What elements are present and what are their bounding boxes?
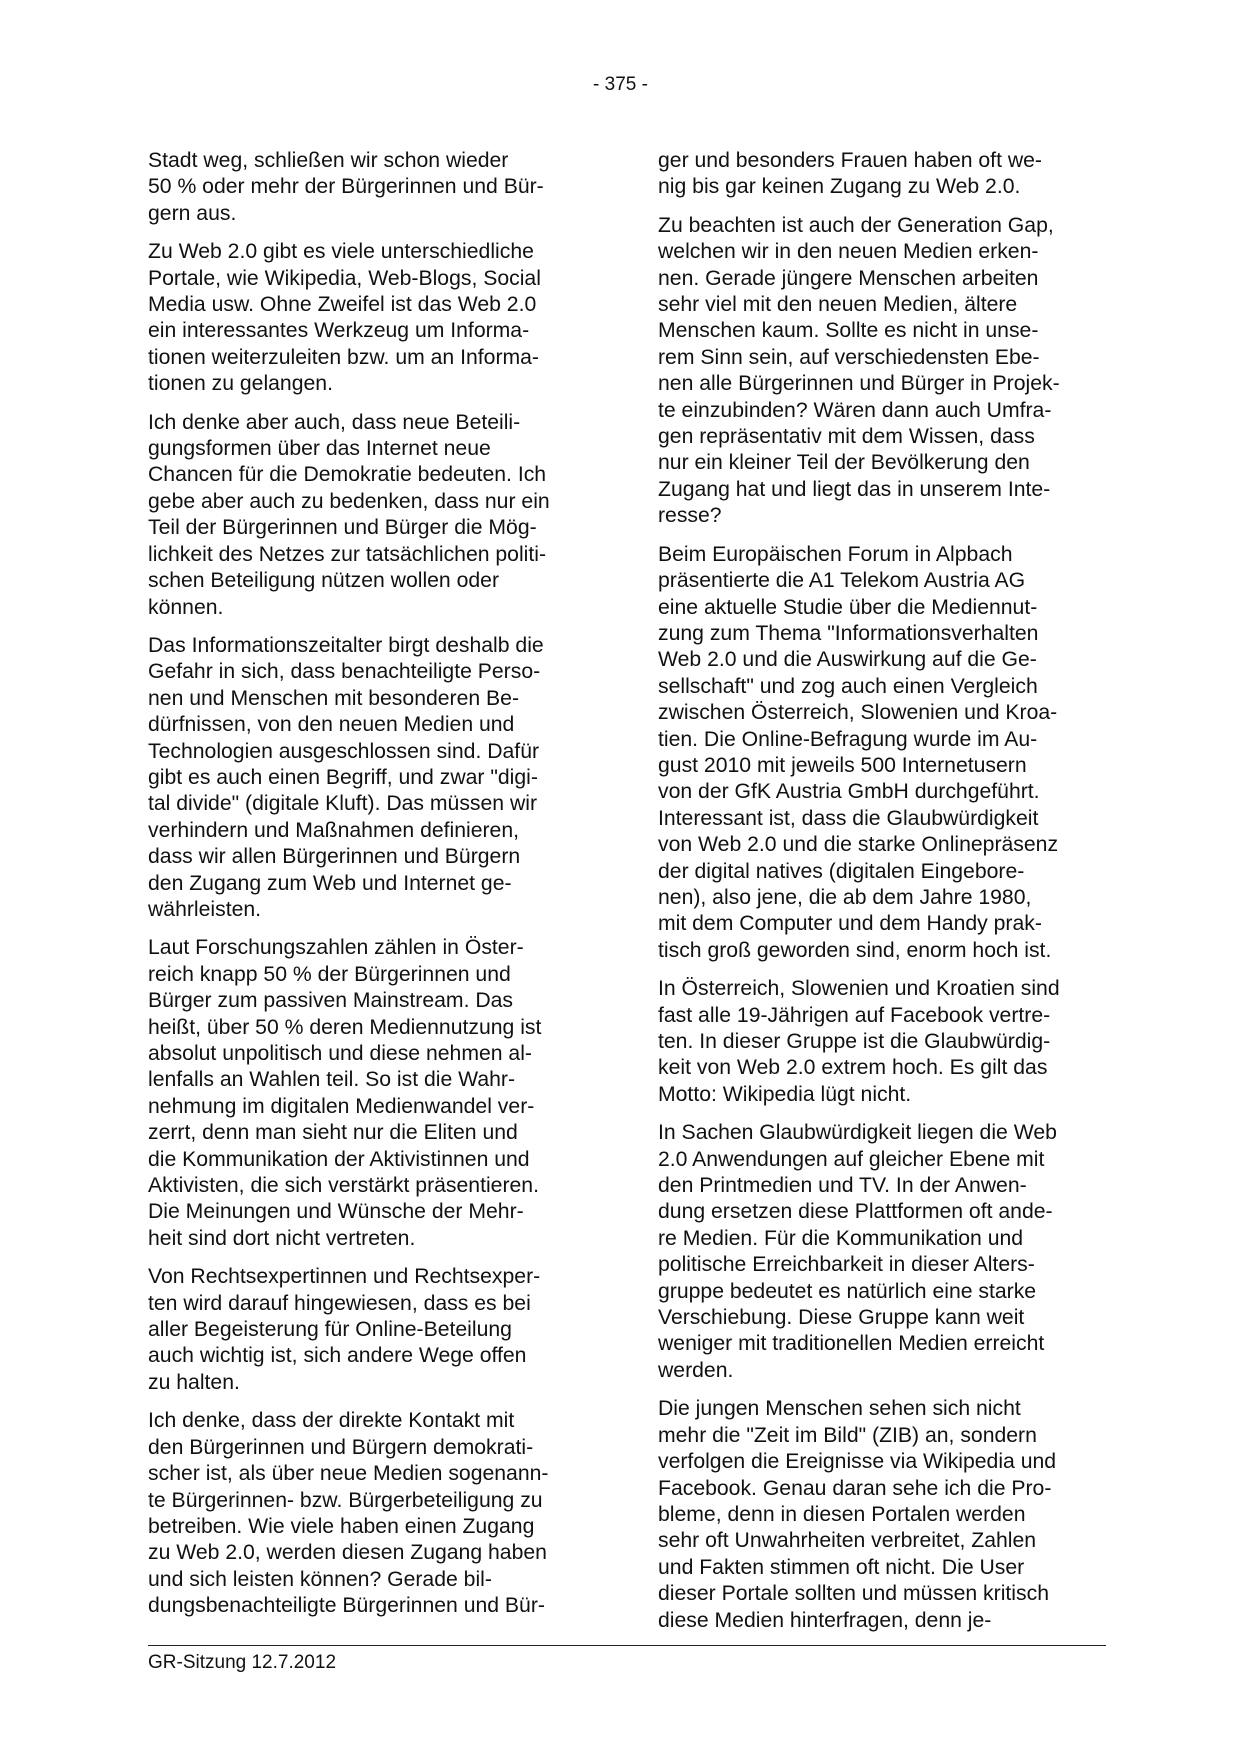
text-line: Aktivisten, die sich verstärkt präsentieren.	[148, 1174, 539, 1198]
text-line: Teil der Bürgerinnen und Bürger die Mög-	[148, 516, 537, 540]
paragraph	[148, 1264, 598, 1396]
text-line: te Bürgerinnen- bzw. Bürgerbeteiligung zu	[148, 1488, 543, 1512]
paragraph	[148, 410, 598, 621]
text-line: Zu Web 2.0 gibt es viele unterschiedliche	[148, 240, 534, 264]
text-line: gern aus.	[148, 201, 237, 225]
text-line: dürfnissen, von den neuen Medien und	[148, 713, 515, 737]
text-line: Portale, wie Wikipedia, Web-Blogs, Social	[148, 266, 541, 290]
text-line: gungsformen über das Internet neue	[148, 437, 491, 461]
paragraph	[658, 1120, 1108, 1384]
text-line: rem Sinn sein, auf verschiedensten Ebe-	[658, 345, 1040, 369]
text-line: Motto: Wikipedia lügt nicht.	[658, 1082, 912, 1106]
text-line: Chancen für die Demokratie bedeuten. Ich	[148, 463, 547, 487]
text-line: nen. Gerade jüngere Menschen arbeiten	[658, 266, 1039, 290]
paragraph	[148, 633, 598, 923]
text-line: gruppe bedeutet es natürlich eine starke	[658, 1279, 1037, 1303]
text-line: nen), also jene, die ab dem Jahre 1980,	[658, 885, 1032, 909]
text-line: der digital natives (digitalen Eingebore-	[658, 859, 1025, 883]
paragraph	[148, 1408, 598, 1619]
text-line: te einzubinden? Wären dann auch Umfra-	[658, 398, 1052, 422]
text-line: tien. Die Online-Befragung wurde im Au-	[658, 727, 1038, 751]
footer-text: GR-Sitzung 12.7.2012	[148, 1652, 337, 1673]
text-line: sellschaft" und zog auch einen Vergleich	[658, 674, 1038, 698]
text-line: auch wichtig ist, sich andere Wege offen	[148, 1344, 527, 1368]
text-line: zu Web 2.0, werden diesen Zugang haben	[148, 1541, 547, 1565]
text-line: Ich denke aber auch, dass neue Beteili-	[148, 410, 521, 434]
text-line: eine aktuelle Studie über die Mediennut-	[658, 595, 1038, 619]
text-line: heißt, über 50 % deren Mediennutzung ist	[148, 1015, 542, 1039]
text-line: dieser Portale sollten und müssen kritisch	[658, 1582, 1049, 1606]
text-line: werden.	[658, 1358, 734, 1382]
text-line: tisch groß geworden sind, enorm hoch ist.	[658, 938, 1052, 962]
text-line: 2.0 Anwendungen auf gleicher Ebene mit	[658, 1147, 1045, 1171]
text-line: Stadt weg, schließen wir schon wieder	[148, 149, 509, 172]
text-line: tionen weiterzuleiten bzw. um an Informa-	[148, 345, 539, 369]
text-line: lichkeit des Netzes zur tatsächlichen politi-	[148, 542, 547, 566]
text-line: 50 % oder mehr der Bürgerinnen und Bür-	[148, 175, 544, 199]
text-line: fast alle 19-Jährigen auf Facebook vertre-	[658, 1003, 1051, 1027]
text-line: diese Medien hinterfragen, denn je-	[658, 1608, 992, 1632]
paragraph	[658, 542, 1108, 965]
text-line: zerrt, denn man sieht nur die Eliten und	[148, 1121, 518, 1145]
paragraph	[658, 1396, 1108, 1634]
text-line: gen repräsentativ mit dem Wissen, dass	[658, 425, 1035, 449]
paragraph	[658, 148, 1108, 201]
text-line: absolut unpolitisch und diese nehmen al-	[148, 1042, 532, 1065]
text-line: aller Begeisterung für Online-Beteilung	[148, 1318, 512, 1342]
text-line: gibt es auch einen Begriff, und zwar "digi-	[148, 765, 538, 789]
text-line: Das Informationszeitalter birgt deshalb die	[148, 633, 544, 657]
text-line: Zu beachten ist auch der Generation Gap,	[658, 213, 1054, 237]
text-line: gust 2010 mit jeweils 500 Internetusern	[658, 753, 1027, 777]
text-line: Die Meinungen und Wünsche der Mehr-	[148, 1200, 524, 1224]
text-line: In Österreich, Slowenien und Kroatien sind	[658, 977, 1060, 1001]
text-line: Menschen kaum. Sollte es nicht in unse-	[658, 319, 1039, 343]
text-line: die Kommunikation der Aktivistinnen und	[148, 1147, 530, 1171]
text-line: resse?	[658, 504, 722, 528]
text-line: nehmung im digitalen Medienwandel ver-	[148, 1094, 535, 1118]
text-line: heit sind dort nicht vertreten.	[148, 1226, 416, 1250]
text-line: dass wir allen Bürgerinnen und Bürgern	[148, 845, 521, 869]
text-line: währleisten.	[148, 897, 262, 921]
text-line: und Fakten stimmen oft nicht. Die User	[658, 1555, 1025, 1579]
text-line: von Web 2.0 und die starke Onlinepräsenz	[658, 833, 1059, 857]
text-line: reich knapp 50 % der Bürgerinnen und	[148, 962, 511, 986]
right-column	[658, 148, 1108, 1646]
text-line: verfolgen die Ereignisse via Wikipedia und	[658, 1450, 1057, 1474]
text-line: ten. In dieser Gruppe ist die Glaubwürdig-	[658, 1030, 1051, 1053]
text-line: weniger mit traditionellen Medien erreicht	[658, 1332, 1045, 1356]
text-line: können.	[148, 595, 224, 619]
text-line: lenfalls an Wahlen teil. So ist die Wahr-	[148, 1068, 516, 1092]
text-line: Web 2.0 und die Auswirkung auf die Ge-	[658, 648, 1037, 672]
left-column	[148, 148, 598, 1632]
text-line: Beim Europäischen Forum in Alpbach	[658, 542, 1013, 566]
text-line: präsentierte die A1 Telekom Austria AG	[658, 569, 1026, 593]
paragraph	[658, 976, 1108, 1108]
text-line: sehr oft Unwahrheiten verbreitet, Zahlen	[658, 1529, 1037, 1553]
text-line: Von Rechtsexpertinnen und Rechtsexper-	[148, 1265, 541, 1289]
text-line: von der GfK Austria GmbH durchgeführt.	[658, 780, 1040, 804]
text-line: und sich leisten können? Gerade bil-	[148, 1567, 492, 1591]
text-line: den Bürgerinnen und Bürgern demokrati-	[148, 1435, 534, 1459]
paragraph	[148, 935, 598, 1252]
text-line: sehr viel mit den neuen Medien, ältere	[658, 293, 1018, 317]
text-line: In Sachen Glaubwürdigkeit liegen die Web	[658, 1121, 1057, 1145]
text-line: nen und Menschen mit besonderen Be-	[148, 686, 520, 710]
paragraph	[148, 148, 598, 227]
text-line: Gefahr in sich, dass benachteiligte Perso-	[148, 660, 541, 684]
text-line: Facebook. Genau daran sehe ich die Pro-	[658, 1476, 1052, 1500]
footer-rule	[148, 1645, 1106, 1646]
text-line: Laut Forschungszahlen zählen in Öster-	[148, 936, 524, 960]
paragraph	[658, 213, 1108, 530]
text-line: nur ein kleiner Teil der Bevölkerung den	[658, 451, 1030, 475]
text-line: keit von Web 2.0 extrem hoch. Es gilt das	[658, 1056, 1048, 1080]
text-line: Bürger zum passiven Mainstream. Das	[148, 989, 514, 1013]
text-line: Ich denke, dass der direkte Kontakt mit	[148, 1409, 515, 1433]
text-line: Verschiebung. Diese Gruppe kann weit	[658, 1306, 1025, 1330]
text-line: verhindern und Maßnahmen definieren,	[148, 818, 520, 842]
text-line: politische Erreichbarkeit in dieser Alters-	[658, 1253, 1035, 1277]
text-line: ein interessantes Werkzeug um Informa-	[148, 319, 530, 343]
text-line: Die jungen Menschen sehen sich nicht	[658, 1397, 1021, 1421]
text-line: Technologien ausgeschlossen sind. Dafür	[148, 739, 540, 763]
text-line: scher ist, als über neue Medien sogenann-	[148, 1462, 549, 1486]
text-line: dung ersetzen diese Plattformen oft ande-	[658, 1200, 1053, 1224]
text-line: zu halten.	[148, 1370, 240, 1394]
text-line: nen alle Bürgerinnen und Bürger in Projek-	[658, 372, 1060, 396]
text-line: ger und besonders Frauen haben oft we-	[658, 149, 1042, 172]
text-line: dungsbenachteiligte Bürgerinnen und Bür-	[148, 1594, 545, 1618]
text-line: den Zugang zum Web und Internet ge-	[148, 871, 512, 895]
text-line: gebe aber auch zu bedenken, dass nur ein	[148, 489, 550, 513]
text-line: zung zum Thema "Informationsverhalten	[658, 621, 1039, 645]
page-number: - 375 -	[593, 74, 648, 95]
text-line: betreiben. Wie viele haben einen Zugang	[148, 1514, 535, 1538]
text-line: Zugang hat und liegt das in unserem Inte-	[658, 477, 1051, 501]
text-line: welchen wir in den neuen Medien erken-	[658, 240, 1039, 264]
text-line: ten wird darauf hingewiesen, dass es bei	[148, 1291, 531, 1315]
text-line: mit dem Computer und dem Handy prak-	[658, 912, 1042, 936]
text-line: Interessant ist, dass die Glaubwürdigkeit	[658, 806, 1039, 830]
text-line: mehr die "Zeit im Bild" (ZIB) an, sondern	[658, 1423, 1037, 1447]
text-line: den Printmedien und TV. In der Anwen-	[658, 1174, 1027, 1198]
text-line: tal divide" (digitale Kluft). Das müssen wir	[148, 792, 538, 816]
text-line: Media usw. Ohne Zweifel ist das Web 2.0	[148, 293, 537, 317]
text-line: zwischen Österreich, Slowenien und Kroa-	[658, 701, 1058, 725]
paragraph	[148, 239, 598, 397]
text-line: re Medien. Für die Kommunikation und	[658, 1226, 1024, 1250]
text-line: tionen zu gelangen.	[148, 372, 333, 396]
text-line: nig bis gar keinen Zugang zu Web 2.0.	[658, 175, 1021, 199]
text-line: bleme, denn in diesen Portalen werden	[658, 1502, 1026, 1526]
text-line: schen Beteiligung nützen wollen oder	[148, 569, 500, 593]
